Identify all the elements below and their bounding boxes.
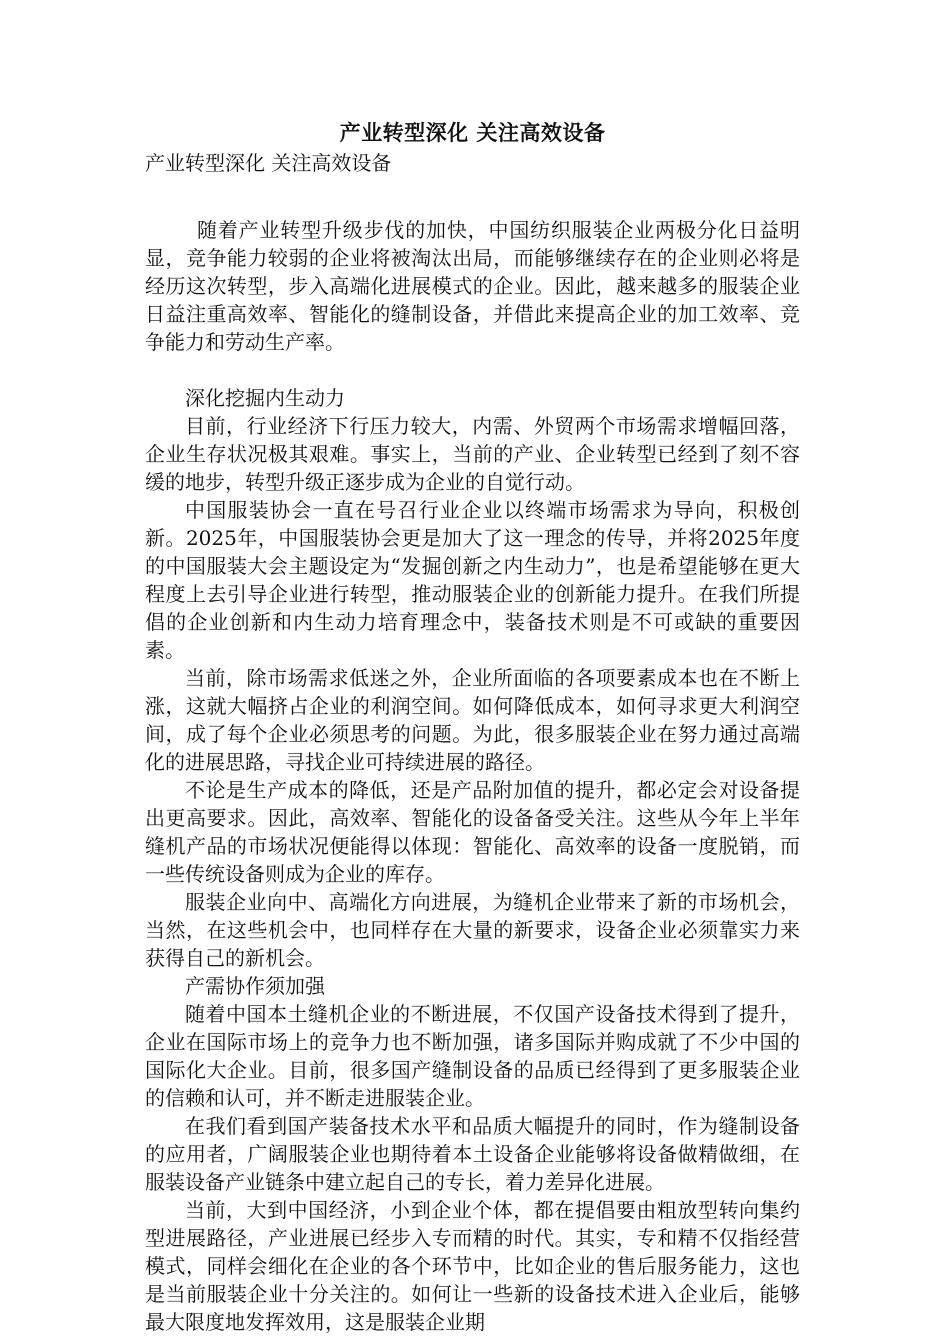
intro-paragraph: 随着产业转型升级步伐的加快，中国纺织服装企业两极分化日益明显，竞争能力较弱的企业将被淘汰出局，而能够继续存在的企业则必将是经历这次转型，步入高端化进展模式的企业。因此，越来越多的服装企业日益注重高效率、智能化的缝制设备，并借此来提高企业的加工效率、竞争能力和劳动生产率。 xyxy=(145,218,800,354)
body-paragraph: 随着中国本土缝机企业的不断进展，不仅国产设备技术得到了提升，企业在国际市场上的竞争力也不断加强，诸多国际并购成就了不少中国的国际化大企业。目前，很多国产缝制设备的品质已经得到了更多服装企业的信赖和认可，并不断走进服装企业。 xyxy=(145,1002,800,1110)
body-paragraph: 当前，大到中国经济，小到企业个体，都在提倡要由粗放型转向集约型进展路径，产业进展已经步入专而精的时代。其实，专和精不仅指经营模式，同样会细化在企业的各个环节中，比如企业的售后服务能力，这也是当前服装企业十分关注的。如何让一些新的设备技术进入企业后，能够最大限度地发挥效用，这是服装企业期 xyxy=(145,1198,800,1334)
body-paragraph: 服装企业向中、高端化方向进展，为缝机企业带来了新的市场机会，当然，在这些机会中，也同样存在大量的新要求，设备企业必须靠实力来获得自己的新机会。 xyxy=(145,890,800,970)
spacer xyxy=(145,356,800,384)
document-page xyxy=(145,118,800,1336)
document-title: 产业转型深化 关注高效设备 xyxy=(339,120,606,145)
section-heading: 产需协作须加强 xyxy=(185,974,325,998)
body-paragraph: 当前，除市场需求低迷之外，企业所面临的各项要素成本也在不断上涨，这就大幅挤占企业的利润空间。如何降低成本，如何寻求更大利润空间，成了每个企业必须思考的问题。为此，很多服装企业在努力通过高端化的进展思路，寻找企业可持续进展的路径。 xyxy=(145,666,800,774)
body-paragraph: 目前，行业经济下行压力较大，内需、外贸两个市场需求增幅回落，企业生存状况极其艰难。事实上，当前的产业、企业转型已经到了刻不容缓的地步，转型升级正逐步成为企业的自觉行动。 xyxy=(145,414,800,494)
section-heading: 深化挖掘内生动力 xyxy=(185,386,345,410)
body-paragraph: 在我们看到国产装备技术水平和品质大幅提升的同时，作为缝制设备的应用者，广阔服装企业也期待着本土设备企业能够将设备做精做细，在服装设备产业链条中建立起自己的专长，着力差异化进展。 xyxy=(145,1114,800,1194)
body-paragraph: 中国服装协会一直在号召行业企业以终端市场需求为导向，积极创新。2025年，中国服装协会更是加大了这一理念的传导，并将2025年度的中国服装大会主题设定为“发掘创新之内生动力”，也是希望能够在更大程度上去引导企业进行转型，推动服装企业的创新能力提升。在我们所提倡的企业创新和内生动力培育理念中，装备技术则是不可或缺的重要因素。 xyxy=(145,498,800,662)
document-subtitle: 产业转型深化 关注高效设备 xyxy=(145,151,392,175)
spacer xyxy=(145,178,800,216)
body-paragraph: 不论是生产成本的降低，还是产品附加值的提升，都必定会对设备提出更高要求。因此，高效率、智能化的设备备受关注。这些从今年上半年缝机产品的市场状况便能得以体现：智能化、高效率的设备一度脱销，而一些传统设备则成为企业的库存。 xyxy=(145,778,800,886)
